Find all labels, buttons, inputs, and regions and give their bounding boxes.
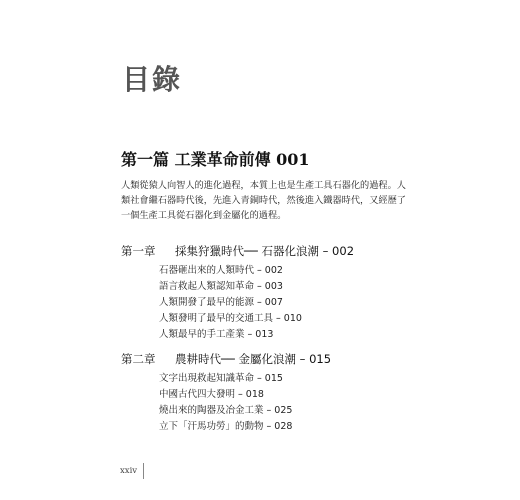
page-number: xxiv bbox=[120, 466, 138, 476]
chapter-heading-2 bbox=[121, 351, 331, 367]
chapter-label: 第二章 bbox=[121, 352, 156, 366]
chapter-2-section-list bbox=[159, 371, 292, 435]
section-entry: 中國古代四大發明 – 018 bbox=[159, 389, 264, 400]
chapter-title: 採集狩獵時代── 石器化浪潮 – 002 bbox=[175, 244, 355, 258]
section-entry: 人類最早的手工產業 – 013 bbox=[159, 329, 274, 340]
chapter-heading-1 bbox=[121, 243, 354, 259]
section-entry: 人類發明了最早的交通工具 – 010 bbox=[159, 313, 302, 324]
section-entry: 語言救起人類認知革命 – 003 bbox=[159, 281, 283, 292]
part-title: 第一篇 工業革命前傳 001 bbox=[121, 150, 310, 169]
section-entry: 燒出來的陶器及冶金工業 – 025 bbox=[159, 405, 293, 416]
section-entry: 立下「汗馬功勞」的動物 – 028 bbox=[159, 421, 293, 432]
chapter-label: 第一章 bbox=[121, 244, 156, 258]
chapter-1-section-list bbox=[159, 263, 302, 343]
section-entry: 石器砸出來的人類時代 – 002 bbox=[159, 265, 283, 276]
folio-divider bbox=[143, 463, 144, 479]
section-entry: 文字出現救起知識革命 – 015 bbox=[159, 373, 283, 384]
chapter-title: 農耕時代── 金屬化浪潮 – 015 bbox=[175, 352, 332, 366]
part-intro-paragraph: 人類從猿人向智人的進化過程，本質上也是生產工具石器化的過程。人類社會繼石器時代後，先進入青銅時代，然後進入鐵器時代，又經歷了一個生產工具從石器化到金屬化的過程。 bbox=[121, 180, 406, 221]
toc-heading: 目錄 bbox=[122, 63, 183, 96]
section-entry: 人類開發了最早的能源 – 007 bbox=[159, 297, 283, 308]
